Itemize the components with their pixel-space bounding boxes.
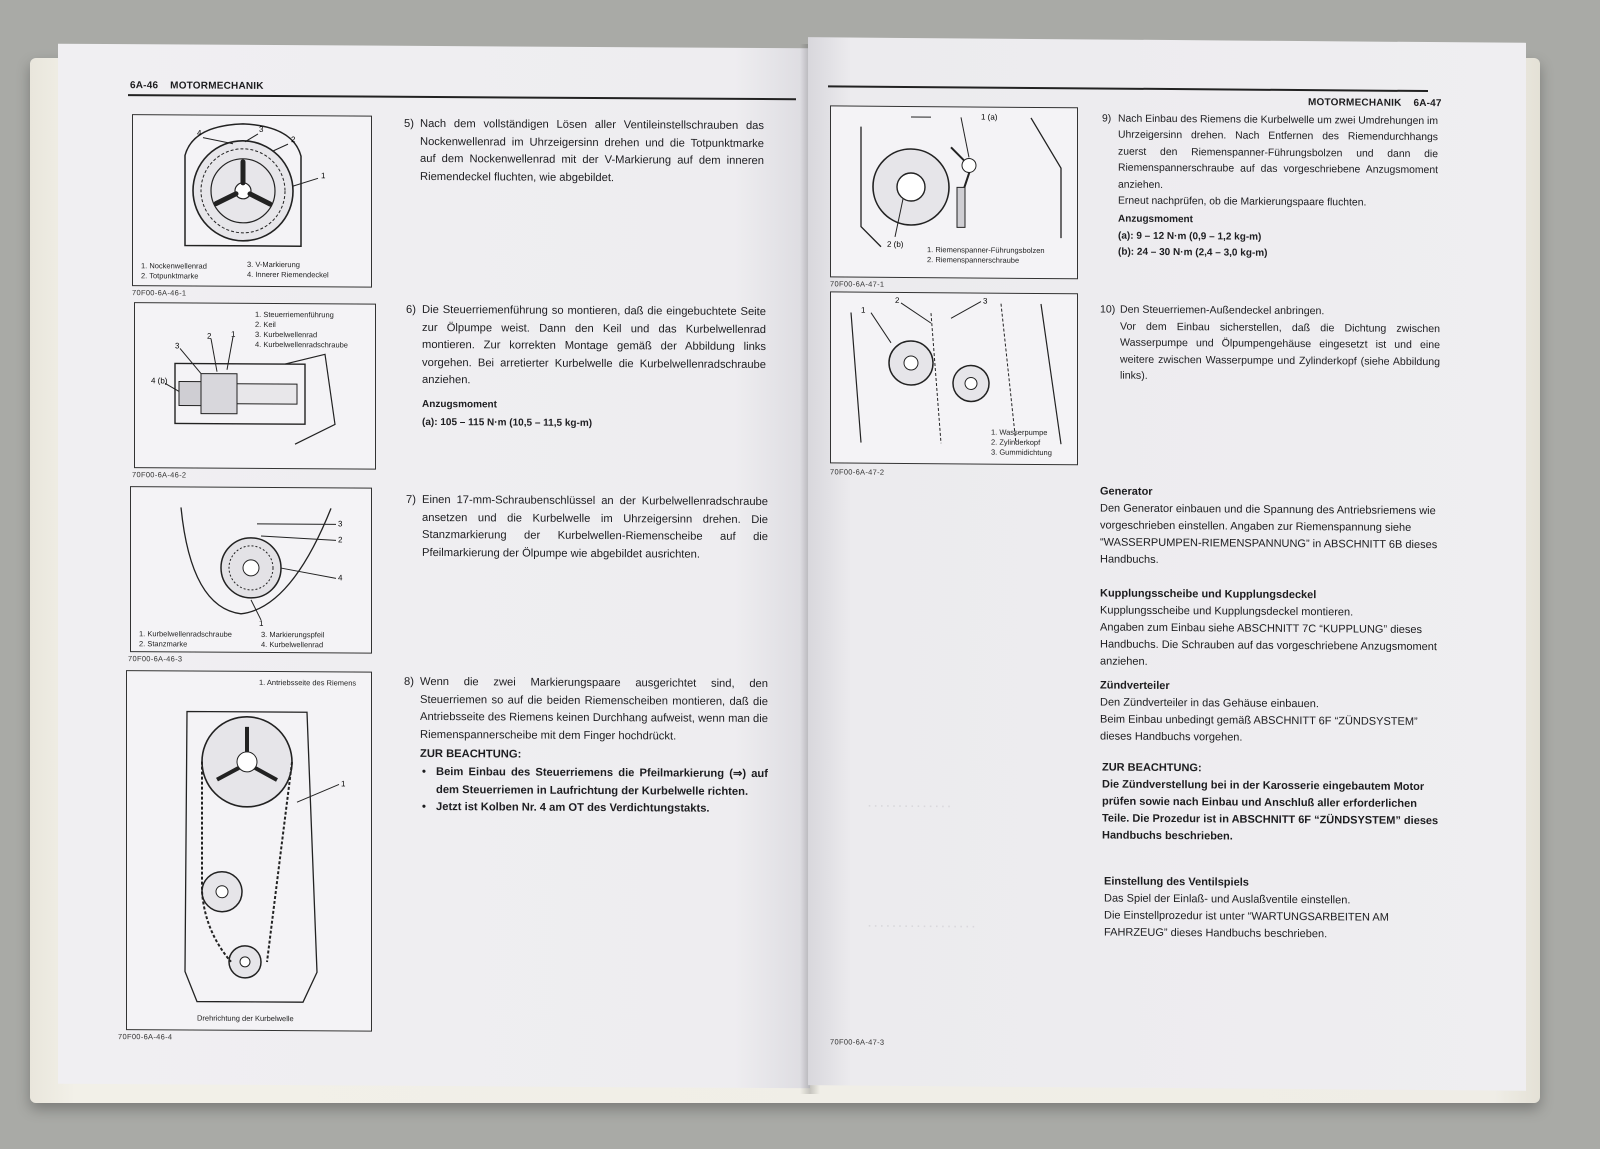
- legend-item: 1. Riemenspanner-Führungsbolzen: [927, 245, 1045, 256]
- section-text: Den Zündverteiler in das Gehäuse einbauen.: [1100, 696, 1319, 711]
- callout-4: 4: [338, 573, 343, 583]
- legend: [259, 678, 356, 689]
- section-text: Angaben zum Einbau siehe ABSCHNITT 7C “KUPPLUNG” dieses Handbuchs. Die Schrauben auf das vorgeschriebene Anzugsmoment anziehen.: [1100, 621, 1437, 668]
- legend-item: 1. Kurbelwellenradschraube: [139, 629, 232, 639]
- chapter-title: MOTORMECHANIK: [170, 80, 264, 92]
- note-bullet: • Jetzt ist Kolben Nr. 4 am OT des Verdichtungstakts.: [420, 799, 768, 819]
- step-text-2: Vor dem Einbau sicherstellen, daß die Dichtung zwischen Wasserpumpe und Ölpumpengehäuse eingesetzt ist und eine weitere zwischen Wasserpumpe und Zylinderkopf (siehe Abbildung links).: [1120, 320, 1440, 383]
- legend-item: 1. Nockenwellenrad: [141, 261, 207, 271]
- legend-item: 1. Wasserpumpe: [991, 427, 1048, 438]
- figure-code: 70F00-6A-46-3: [128, 654, 183, 664]
- step-number: 5): [404, 117, 414, 130]
- step-number: 8): [404, 675, 414, 688]
- header-rule: [128, 94, 796, 100]
- legend-item: 3. V-Markierung: [247, 259, 300, 270]
- legend-item: 2. Totpunktmarke: [141, 271, 199, 281]
- note-title: ZUR BEACHTUNG:: [1102, 761, 1202, 775]
- figure-code: 70F00-6A-46-2: [132, 470, 187, 480]
- legend: [255, 310, 348, 351]
- legend-item: 2. Zylinderkopf: [991, 437, 1041, 448]
- note-title: ZUR BEACHTUNG:: [420, 748, 522, 761]
- page-header-right: [1308, 97, 1442, 109]
- figure-code: 70F00-6A-47-2: [830, 467, 885, 477]
- callout-3: 3: [259, 124, 264, 134]
- legend-col1: [139, 629, 232, 650]
- step-7: [406, 492, 768, 565]
- step-text-2: Erneut nachprüfen, ob die Markierungspaare fluchten.: [1118, 195, 1367, 209]
- legend: [927, 245, 1045, 266]
- legend-item: 4. Kurbelwellenradschraube: [255, 339, 348, 350]
- legend-col2: [247, 260, 329, 280]
- figure-code: 70F00-6A-47-3: [830, 1037, 885, 1047]
- callout-2: 2: [338, 535, 343, 545]
- figure-code: 70F00-6A-46-1: [132, 288, 187, 298]
- callout-1: 1: [231, 329, 236, 339]
- figure-tensioner: [830, 105, 1078, 279]
- section-title: Einstellung des Ventilspiels: [1104, 875, 1249, 889]
- callout-1: 1: [341, 779, 346, 789]
- section-title: Kupplungsscheibe und Kupplungsdeckel: [1100, 587, 1317, 602]
- callout-1: 1: [321, 171, 326, 181]
- callout-2: 2: [895, 295, 900, 305]
- section-valve-clearance: [1104, 874, 1444, 945]
- step-number: 7): [406, 493, 416, 506]
- legend-item: 1. Antriebsseite des Riemens: [259, 677, 357, 688]
- page-number: 6A-46: [130, 80, 159, 92]
- step-5: [404, 116, 764, 189]
- torque-b: (b): 24 – 30 N·m (2,4 – 3,0 kg-m): [1118, 246, 1268, 260]
- note-bullet: • Beim Einbau des Steuerriemens die Pfeilmarkierung (⇒) auf dem Steuerriemen in Laufrichtung der Kurbelwelle richten.: [420, 764, 768, 801]
- page-number: 6A-47: [1413, 97, 1442, 110]
- callout-1: 1: [259, 618, 264, 628]
- callout-3: 3: [983, 296, 988, 306]
- left-page: [58, 44, 810, 1089]
- section-text: Beim Einbau unbedingt gemäß ABSCHNITT 6F “ZÜNDSYSTEM” dieses Handbuchs vorgehen.: [1100, 713, 1418, 744]
- legend-item: 3. Markierungspfeil: [261, 629, 325, 640]
- figure-water-pump: [830, 291, 1078, 465]
- section-clutch: [1100, 585, 1440, 673]
- callout-2: 2: [291, 135, 296, 145]
- legend-item: 3. Gummidichtung: [991, 447, 1052, 458]
- callout-3: 3: [175, 341, 180, 351]
- step-text: Einen 17-mm-Schraubenschlüssel an der Kurbelwellenradschraube ansetzen und die Kurbelwelle im Uhrzeigersinn drehen. Die Stanzmarkierung der Kurbelwellen-Riemenscheibe auf die Pfeilmarkierung der Ölpumpe wie abgebildet ausrichten.: [422, 493, 768, 561]
- oil-pump-illustration: [131, 487, 371, 652]
- note-text: Die Zündverstellung bei in der Karosserie eingebautem Motor prüfen sowie nach Einbau und Anschluß aller erforderlichen Teile. Die Prozedur ist in ABSCHNITT 6F “ZÜNDSYSTEM” dieses Handbuchs beschrieben.: [1102, 778, 1439, 843]
- torque-a: (a): 9 – 12 N·m (0,9 – 1,2 kg-m): [1118, 230, 1262, 243]
- section-note: [1102, 759, 1440, 847]
- section-generator: [1100, 483, 1440, 571]
- torque-title: Anzugsmoment: [1118, 214, 1193, 226]
- step-text: Den Steuerriemen-Außendeckel anbringen.: [1120, 303, 1325, 318]
- step-text: Nach dem vollständigen Lösen aller Ventileinstellschrauben das Nockenwellenrad im Uhrzeigersinn drehen und die Totpunktmarke auf dem Nockenwellenrad mit der V-Markierung auf dem inneren Riemendeckel fluchten, wie abgebildet.: [420, 117, 764, 184]
- legend-item: 4. Kurbelwellenrad: [261, 639, 324, 650]
- legend-item: 1. Steuerriemenführung: [255, 309, 334, 320]
- section-distributor: [1100, 677, 1440, 748]
- figure-oil-pump-mark: [130, 486, 372, 653]
- figure-crank-pulley-section: [134, 302, 376, 469]
- legend: [991, 428, 1052, 458]
- legend-item: 2. Stanzmarke: [139, 639, 188, 649]
- section-text: Kupplungsscheibe und Kupplungsdeckel montieren.: [1100, 604, 1354, 619]
- callout-2b: 2 (b): [887, 239, 904, 249]
- page-header-left: [130, 80, 264, 92]
- figure-camshaft-pulley: [132, 114, 372, 287]
- timing-belt-illustration: [127, 671, 371, 1030]
- step-text: Nach Einbau des Riemens die Kurbelwelle um zwei Umdrehungen im Uhrzeigersinn drehen. Nach Entfernen des Riemendurchhangs zuerst den Riemenspanner-Führungsbolzen und dann die Riemenspannerschraube auf das vorgeschriebene Anzugsmoment anziehen.: [1118, 113, 1438, 191]
- step-number: 10): [1100, 303, 1116, 316]
- section-text: Das Spiel der Einlaß- und Auslaßventile einstellen.: [1104, 892, 1351, 907]
- callout-3: 3: [338, 519, 343, 529]
- figure-timing-belt: [126, 670, 372, 1032]
- step-number: 9): [1102, 113, 1112, 125]
- section-text: Die Einstellprozedur ist unter “WARTUNGSARBEITEN AM FAHRZEUG” dieses Handbuchs beschrieben.: [1104, 909, 1389, 941]
- step-text: Wenn die zwei Markierungspaare ausgerichtet sind, den Steuerriemen so auf die beiden Riemenscheiben montieren, daß die Antriebsseite des Riemens keinen Durchhang aufweist, wenn man die Riemenspannerscheibe mit dem Finger hochdrückt.: [420, 675, 768, 743]
- step-10: [1100, 301, 1440, 387]
- right-page: MOTORMECHANIK 6A-47 1 (a) 2 (b) 1. Riemenspanner-Führungsbolzen 2. Riemenspannerschraube 70F00-6A-47-1 1 2 3 1. Wasserpumpe 2. Zylinderkopf 3. Gummidichtung 70F00-6A-47-2 70F00-6A-47-3 . . . . . . . . . . . . . . . . . . . . . . . . . . . . . . . . 9) Nach Einbau des Riemens die Kurbelwelle um zwei Umdrehungen im Uhrzeigersinn drehen. Nach Entfernen des Riemendurchhangs zuerst den Riemenspanner-Führungsbolzen und dann die Riemenspannerschraube auf das vorgeschriebene Anzugsmoment anziehen. Erneut nachprüfen, ob die Markierungspaare fluchten. Anzugsmoment (a): 9 – 12 N·m (0,9 – 1,2 kg-m) (b): 24 – 30 N·m (2,4 – 3,0 kg-m) 10) Den Steuerriemen-Außendeckel anbringen. Vor dem Einbau sicherstellen, daß die Dichtung zwischen Wasserpumpe und Ölpumpengehäuse eingesetzt ist und eine weitere zwischen Wasserpumpe und Zylinderkopf (siehe Abbildung links). Generator Den Generator einbauen und die Spannung des Antriebsriemens wie vorgeschrieben einstellen. Angaben zur Riemenspannung siehe “WASSERPUMPEN-RIEMENSPANNUNG” in ABSCHNITT 6B dieses Handbuchs. Kupplungsscheibe und Kupplungsdeckel Kupplungsscheibe und Kupplungsdeckel montieren. Angaben zum Einbau siehe ABSCHNITT 7C “KUPPLUNG” dieses Handbuchs. Die Schrauben auf das vorgeschriebene Anzugsmoment anziehen. Zündverteiler Den Zündverteiler in das Gehäuse einbauen. Beim Einbau unbedingt gemäß ABSCHNITT 6F “ZÜNDSYSTEM” dieses Handbuchs vorgehen. ZUR BEACHTUNG: Die Zündverstellung bei in der Karosserie eingebautem Motor prüfen sowie nach Einbau und Anschluß aller erforderlichen Teile. Die Prozedur ist in ABSCHNITT 6F “ZÜNDSYSTEM” dieses Handbuchs beschrieben. Einstellung des Ventilspiels Das Spiel der Einlaß- und Auslaßventile einstellen. Die Einstellprozedur ist unter “WARTUNGSARBEITEN AM FAHRZEUG” dieses Handbuchs beschrieben.: [808, 37, 1526, 1091]
- step-6: [406, 302, 766, 433]
- torque-value: (a): 105 – 115 N·m (10,5 – 11,5 kg-m): [422, 416, 593, 429]
- callout-2: 2: [207, 331, 212, 341]
- step-number: 6): [406, 303, 416, 316]
- section-text: Den Generator einbauen und die Spannung des Antriebsriemens wie vorgeschrieben einstellen. Angaben zur Riemenspannung siehe “WASSERPUMPEN-RIEMENSPANNUNG” in ABSCHNITT 6B dieses Handbuchs.: [1100, 502, 1438, 566]
- step-9: [1102, 111, 1438, 263]
- figure-code: 70F00-6A-46-4: [118, 1032, 173, 1042]
- callout-1a: 1 (a): [981, 112, 998, 122]
- callout-1: 1: [861, 305, 866, 315]
- section-title: Zündverteiler: [1100, 679, 1170, 693]
- torque-title: Anzugsmoment: [422, 398, 497, 411]
- legend-item: 4. Innerer Riemendeckel: [247, 269, 329, 280]
- figure-caption: Drehrichtung der Kurbelwelle: [197, 1013, 294, 1024]
- callout-4: 4: [197, 128, 202, 138]
- step-text: Die Steuerriemenführung so montieren, daß die eingebuchtete Seite zur Ölpumpe weist. Dann den Keil und das Kurbelwellenrad montieren. Zur korrekten Montage gemäß der Abbildung links vorgehen. Bei arretierter Kurbelwelle die Kurbelwellenradschraube anziehen.: [422, 303, 766, 387]
- step-8: [404, 674, 768, 819]
- legend-item: 2. Riemenspannerschraube: [927, 255, 1020, 265]
- legend-item: 2. Keil: [255, 319, 276, 330]
- callout-4b: 4 (b): [151, 376, 168, 386]
- legend-item: 3. Kurbelwellenrad: [255, 329, 318, 340]
- figure-code: 70F00-6A-47-1: [830, 279, 885, 289]
- header-rule: [828, 85, 1428, 92]
- legend-col2: [261, 630, 324, 650]
- chapter-title: MOTORMECHANIK: [1308, 97, 1402, 109]
- section-title: Generator: [1100, 485, 1153, 498]
- legend-col1: [141, 261, 207, 281]
